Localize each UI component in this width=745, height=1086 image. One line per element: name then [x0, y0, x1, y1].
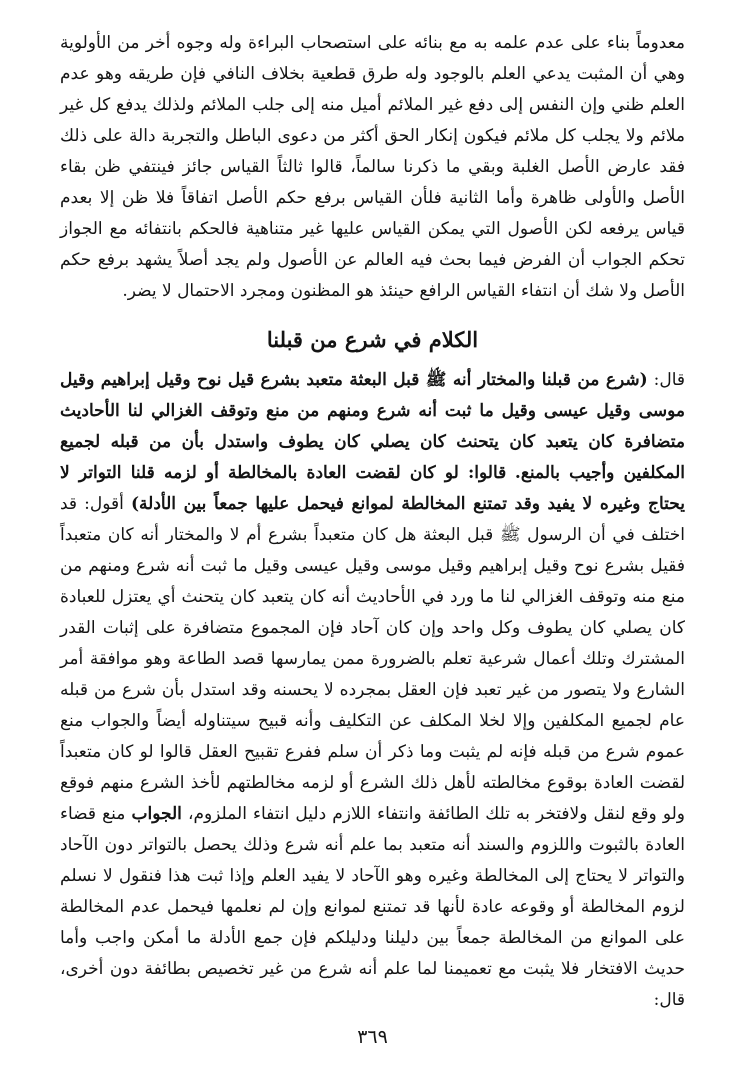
commentary-text-part2: منع قضاء العادة بالثبوت واللزوم والسند أنه متعبد بما علم أنه شرع وذلك يحصل بالتواتر دون الآحاد والتواتر لا يحتاج إلى المخالطة وغيره وهو الآحاد لا يفيد العلم وإذا ثبت هذا فنقول لا نسلم لزوم المخالطة أو وقوعه عادة لأنها قد تمتنع لموانع وإن لم نعلمها فيحمل عدم المخالطة على الموانع من المخالطة جمعاً بين دليلنا ودليلكم فإن جمع الأدلة ما أمكن واجب وأما حديث الافتخار فلا يثبت مع تعميمنا لما علم أنه شرع من غير تخصيص بطائفة دون أخرى،	[60, 804, 685, 979]
matn-text-part1: (شرع من قبلنا والمختار أنه ﷺ قبل البعثة متعبد بشرع قيل نوح وقيل إبراهيم وقيل موسى وقيل عيسى وقيل ما ثبت أنه شرع ومنهم من منع وتوقف الغزالي لنا الأحاديث متضافرة كان يتعبد كان يتحنث كان يصلي كان يطوف واستدل بأن من قبله لجميع المكلفين وأجيب بالمنع.	[60, 370, 685, 483]
matn-text-part2: قالوا: لو كان لقضت العادة بالمخالطة أو لزمه قلنا التواتر لا يحتاج وغيره لا يفيد وقد تمتنع المخالطة لموانع فيحمل عليها جمعاً بين الأدلة)	[60, 463, 685, 514]
commentary-text-part1: أقول: قد اختلف في أن الرسول ﷺ قبل البعثة هل كان متعبداً بشرع أم لا والمختار أنه كان متعبداً فقيل بشرع نوح وقيل إبراهيم وقيل موسى وقيل عيسى وقيل ما ثبت أنه شرع ومنهم من منع منه وتوقف الغزالي لنا ما ورد في الأحاديث أنه كان يتعبد كان يتحنث أي يعتزل للعبادة كان يصلي كان يطوف وكل واحد وإن كان آحاد فإن المجموع متضافرة على إثبات القدر المشترك وتلك أعمال شرعية تعلم بالضرورة ممن يمارسها قصد الطاعة وهو موافقة أمر الشارع ولا يتصور من غير تعبد فإن العقل بمجرده لا يحسنه وقد استدل بأن شرع من قبله عام لجميع المكلفين وإلا لخلا المكلف عن التكليف وأنه قبيح سيتناوله أيضاً والجواب منع عموم شرع من قبله فإنه لم يثبت وما ذكر أن سلم ففرع تقبيح العقل قالوا لو كان متعبداً لقضت العادة بوقوع مخالطته لأهل ذلك الشرع أو لزمه مخالطتهم لأخذ الشرع منهم فوقع ولو وقع لنقل ولافتخر به تلك الطائفة وانتفاء اللازم دليل انتفاء الملزوم،	[60, 494, 686, 824]
main-paragraph	[60, 365, 685, 1016]
intro-paragraph: معدوماً بناء على عدم علمه به مع بنائه على استصحاب البراءة وله وجوه أخر من الأولوية وهي أن المثبت يدعي العلم بالوجود وله طرق قطعية بخلاف النافي فإن طريقه وهو عدم العلم ظني وإن النفس إلى دفع غير الملائم أميل منه إلى جلب الملائم ولذلك يدفع كل غير ملائم ولا يجلب كل ملائم فيكون إنكار الحق أكثر من دعوى الباطل والتجربة دالة على ذلك فقد عارض الأصل الغلبة وبقي ما ذكرنا سالماً، قالوا ثالثاً القياس جائز فينتفي ظن بقاء الأصل والأولى ظاهرة وأما الثانية فلأن القياس برفع حكم الأصل اتفاقاً فلا ظن إلا بعدم قياس يرفعه لكن الأصول التي يمكن القياس عليها غير متناهية فالحكم بانتفائه مع الجواز تحكم الجواب أن الفرض فيما بحث فيه العالم عن الأصول ولم يجد أصلاً يشهد برفع حكم الأصل ولا شك أن انتفاء القياس الرافع حينئذ هو المظنون ومجرد الاحتمال لا يضر.	[60, 33, 685, 301]
jawab-keyword: الجواب	[131, 804, 182, 824]
closing-qala: قال:	[653, 990, 685, 1010]
page-number: ٣٦٩	[357, 1026, 388, 1048]
qala-prefix: قال:	[653, 370, 685, 390]
section-title: الكلام في شرع من قبلنا	[266, 327, 479, 352]
